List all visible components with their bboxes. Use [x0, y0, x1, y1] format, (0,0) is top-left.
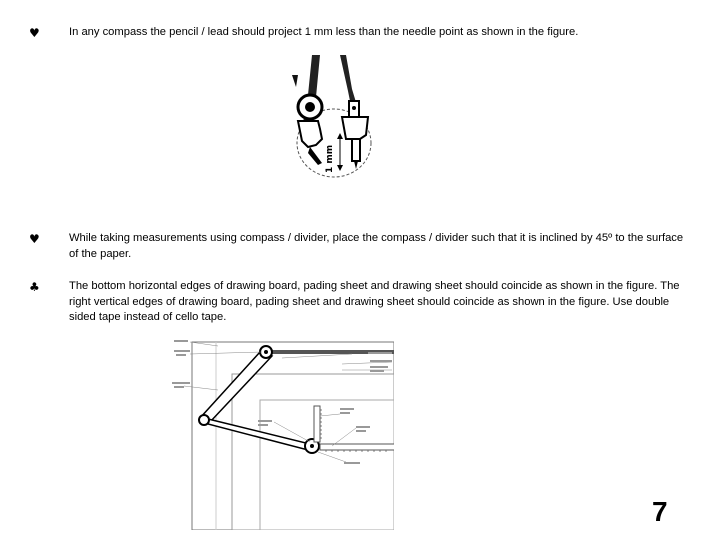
- drawing-board-figure: [172, 334, 394, 530]
- compass-figure: [282, 55, 378, 185]
- bullet-symbol-1: ♥: [29, 26, 40, 40]
- bullet-text-3: The bottom horizontal edges of drawing board, pading sheet and drawing sheet should coincide as shown in the figure. The right vertical edges of drawing board, pading sheet and drawing sheet should coincide as shown in the figure. Use double sided tape instead of cello tape.: [69, 280, 680, 323]
- bullet-text-2: While taking measurements using compass / divider, place the compass / divider such that it is inclined by 45º to the surface of the paper.: [69, 232, 684, 260]
- dimension-label: 1 mm: [325, 144, 335, 173]
- page-number: 7: [652, 496, 668, 527]
- bullet-text-1: In any compass the pencil / lead should project 1 mm less than the needle point as shown in the figure.: [69, 26, 579, 38]
- bullet-symbol-3: ♣: [29, 280, 40, 294]
- bullet-symbol-2: ♥: [29, 232, 40, 246]
